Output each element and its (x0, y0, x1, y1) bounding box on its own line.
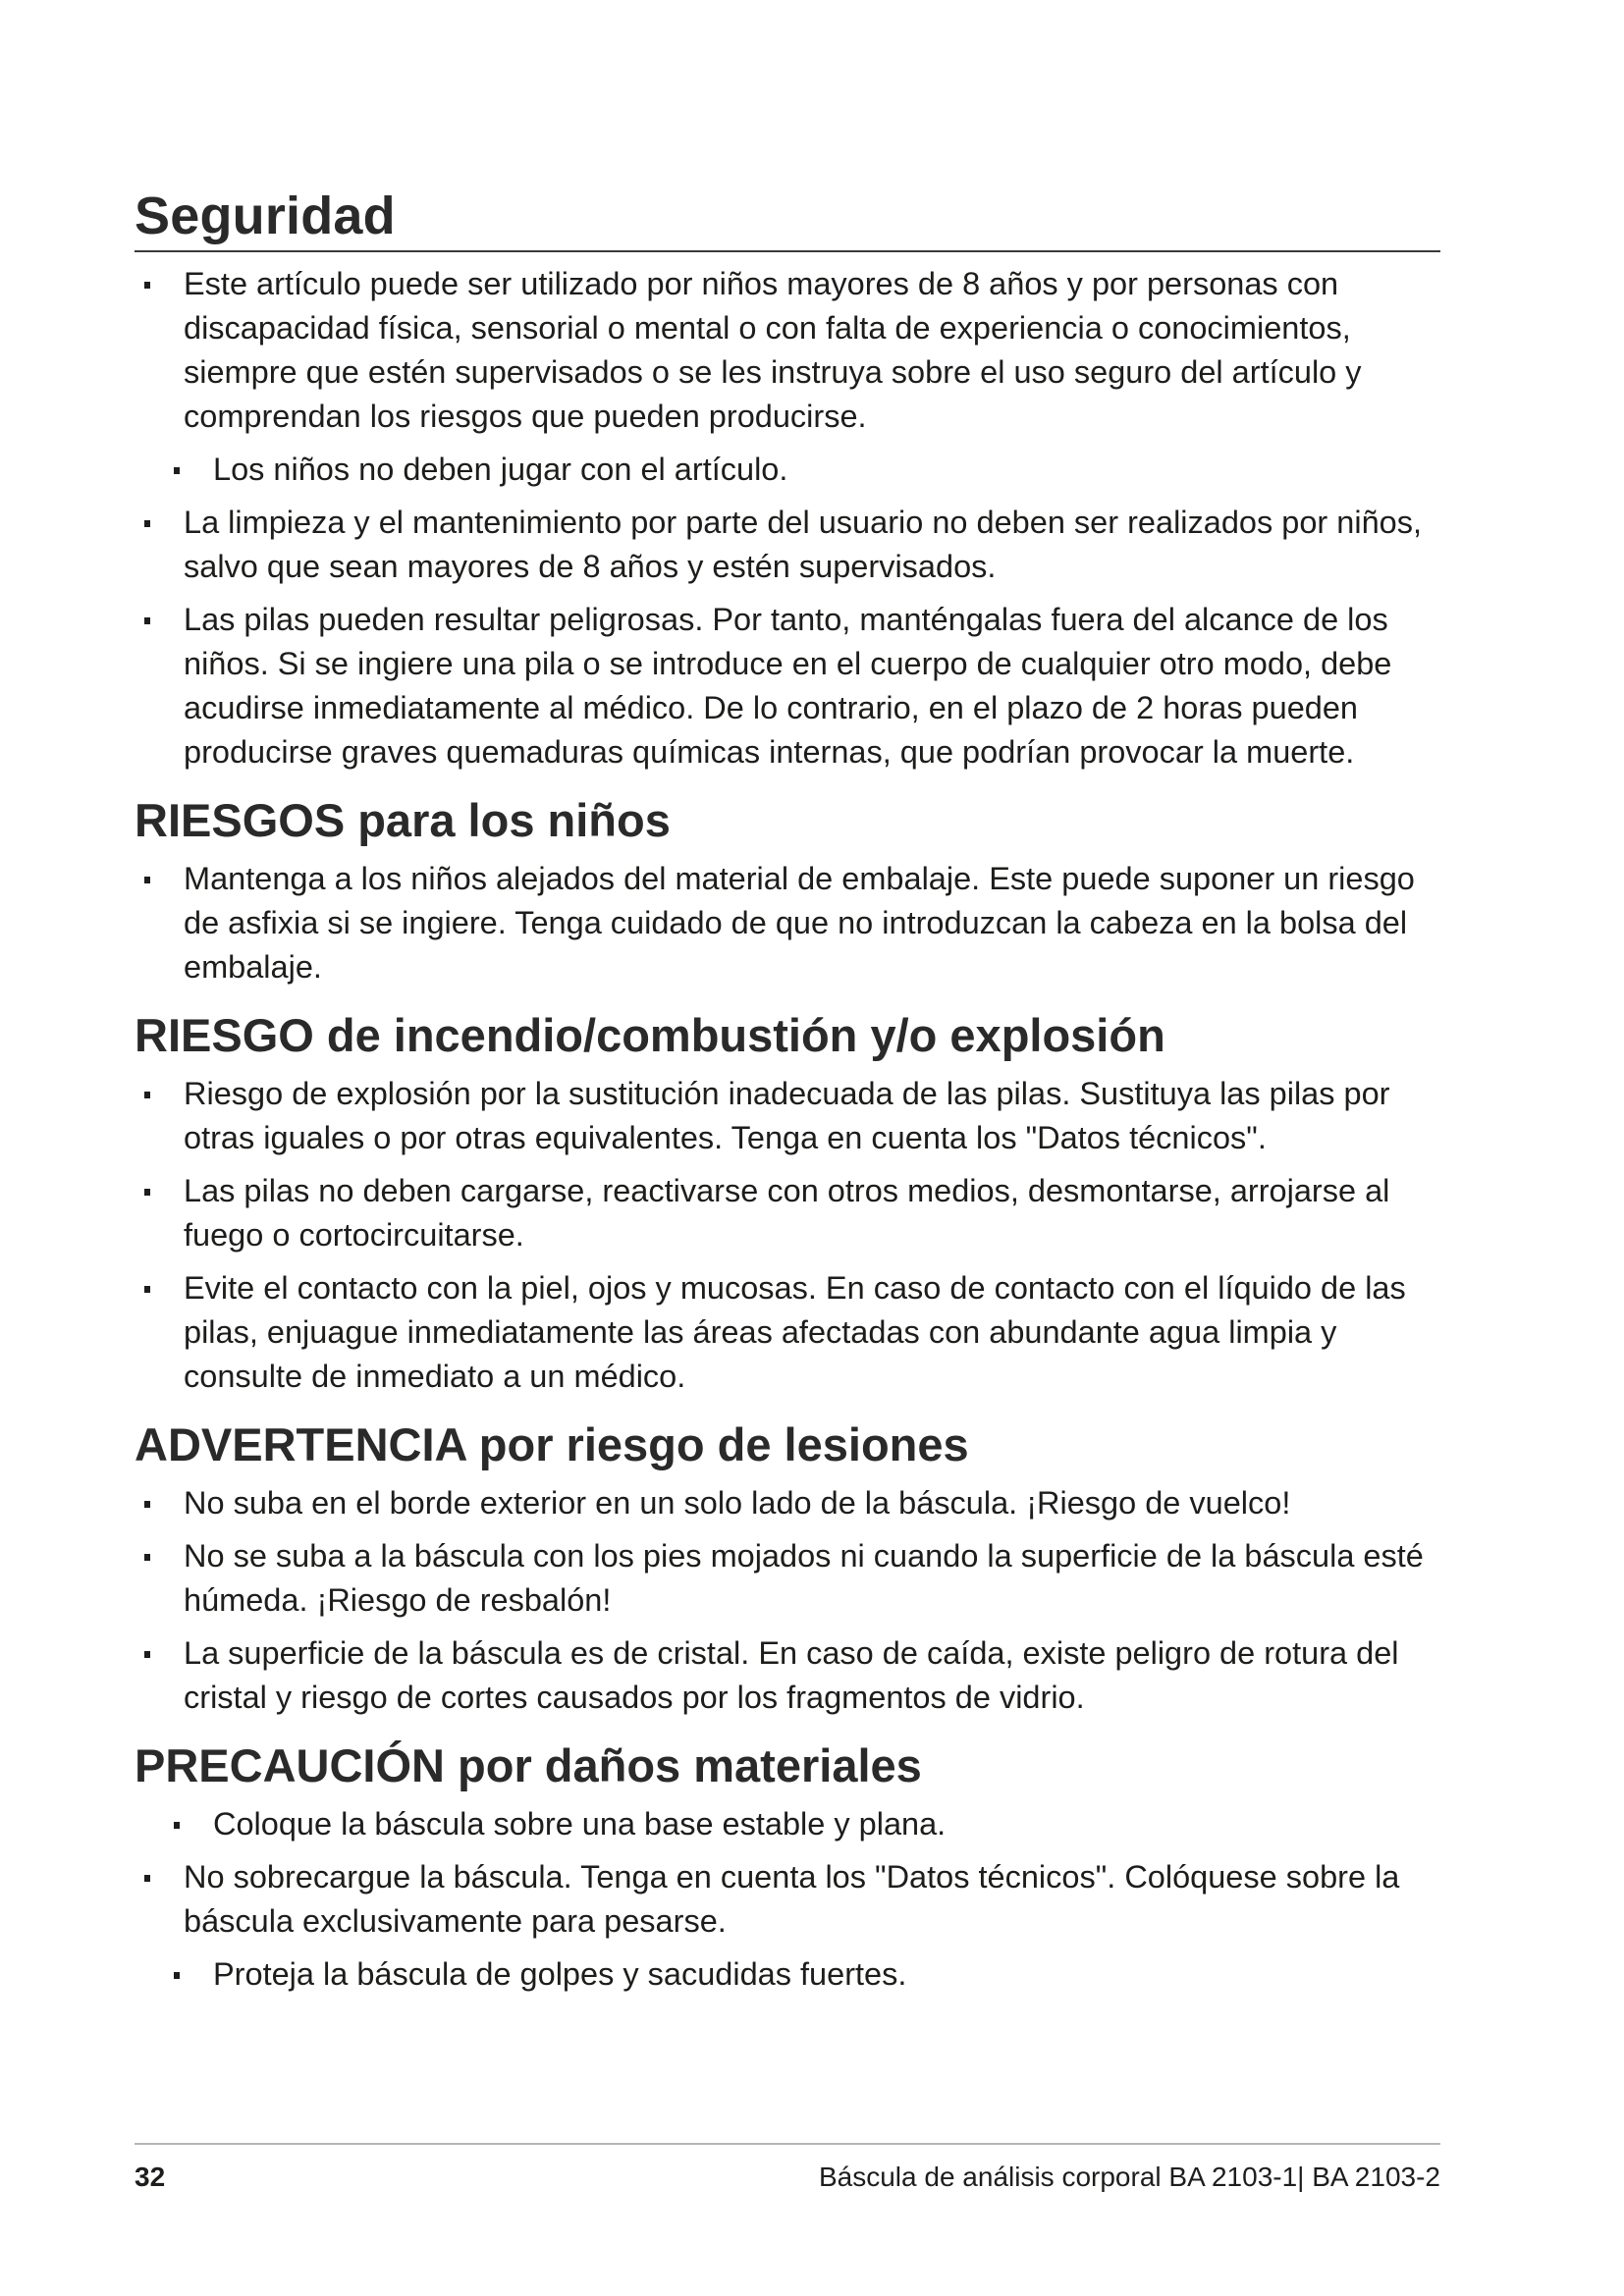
list-item-text: La superficie de la báscula es de cristal. En caso de caída, existe peligro de rotura del cristal y riesgo de cortes causados por los fragmentos de vidrio. (184, 1635, 1399, 1715)
list-item (135, 598, 1440, 774)
bullet-icon (174, 1972, 180, 1979)
list-item (135, 1481, 1440, 1525)
list-item-text: Mantenga a los niños alejados del material de embalaje. Este puede suponer un riesgo de asfixia si se ingiere. Tenga cuidado de que no introduzcan la cabeza en la bolsa del embalaje. (184, 861, 1415, 985)
fire-risk-heading: RIESGO de incendio/combustión y/o explosión (135, 1009, 1165, 1061)
list-item-text: Riesgo de explosión por la sustitución inadecuada de las pilas. Sustituya las pilas por otras iguales o por otras equivalentes. Tenga en cuenta los "Datos técnicos". (184, 1076, 1390, 1155)
bullet-icon (144, 1189, 150, 1196)
footer-divider (135, 2143, 1440, 2145)
bullet-icon (144, 1286, 150, 1293)
page-title: Seguridad (135, 187, 396, 245)
bullet-icon (144, 520, 150, 527)
children-risk-heading: RIESGOS para los niños (135, 794, 671, 846)
bullet-icon (144, 282, 150, 289)
list-item-text: Las pilas no deben cargarse, reactivarse con otros medios, desmontarse, arrojarse al fuego o cortocircuitarse. (184, 1173, 1390, 1253)
list-item (135, 1802, 1440, 1846)
bullet-icon (144, 1092, 150, 1098)
document-title: Báscula de análisis corporal BA 2103-1| BA 2103-2 (818, 2162, 1440, 2192)
list-item (135, 1072, 1440, 1160)
list-item-text: Las pilas pueden resultar peligrosas. Por tanto, manténgalas fuera del alcance de los niños. Si se ingiere una pila o se introduce en el cuerpo de cualquier otro modo, debe acudirse inmediatamente al médico. De lo contrario, en el plazo de 2 horas pueden producirse graves quemaduras químicas internas, que podrían provocar la muerte. (184, 602, 1392, 770)
list-item (135, 448, 1440, 492)
fire-risk-list (135, 1072, 1440, 1399)
list-item-text: La limpieza y el mantenimiento por parte del usuario no deben ser realizados por niños, salvo que sean mayores de 8 años y estén supervisados. (184, 505, 1423, 584)
injury-warning-heading: ADVERTENCIA por riesgo de lesiones (135, 1418, 969, 1470)
list-item (135, 501, 1440, 589)
list-item (135, 1266, 1440, 1399)
list-item-text: Proteja la báscula de golpes y sacudidas fuertes. (213, 1956, 907, 1992)
material-damage-list (135, 1802, 1440, 1997)
general-safety-list (135, 262, 1440, 774)
list-item (135, 1952, 1440, 1997)
bullet-icon (144, 1501, 150, 1508)
bullet-icon (174, 1822, 180, 1829)
list-item-text: No sobrecargue la báscula. Tenga en cuenta los "Datos técnicos". Colóquese sobre la báscula exclusivamente para pesarse. (184, 1859, 1400, 1939)
children-risk-list (135, 857, 1440, 989)
bullet-icon (144, 617, 150, 624)
list-item (135, 262, 1440, 439)
bullet-icon (144, 1651, 150, 1658)
list-item-text: Evite el contacto con la piel, ojos y mucosas. En caso de contacto con el líquido de las pilas, enjuague inmediatamente las áreas afectadas con abundante agua limpia y consulte de inmediato a un médico. (184, 1270, 1406, 1394)
bullet-icon (144, 1554, 150, 1561)
list-item-text: Este artículo puede ser utilizado por niños mayores de 8 años y por personas con discapacidad física, sensorial o mental o con falta de experiencia o conocimientos, siempre que estén supervisados o se les instruya sobre el uso seguro del artículo y comprendan los riesgos que pueden producirse. (184, 266, 1362, 434)
list-item (135, 857, 1440, 989)
bullet-icon (174, 467, 180, 474)
list-item-text: No suba en el borde exterior en un solo lado de la báscula. ¡Riesgo de vuelco! (184, 1485, 1291, 1521)
page-number: 32 (135, 2162, 166, 2192)
bullet-icon (144, 1875, 150, 1882)
list-item (135, 1631, 1440, 1720)
list-item (135, 1855, 1440, 1944)
injury-warning-list (135, 1481, 1440, 1720)
page-content (135, 182, 1440, 2005)
list-item-text: Los niños no deben jugar con el artículo. (213, 452, 788, 487)
list-item-text: Coloque la báscula sobre una base estable y plana. (213, 1806, 947, 1842)
list-item (135, 1169, 1440, 1257)
material-damage-heading: PRECAUCIÓN por daños materiales (135, 1739, 922, 1791)
list-item (135, 1534, 1440, 1623)
title-divider (135, 250, 1440, 252)
bullet-icon (144, 877, 150, 883)
list-item-text: No se suba a la báscula con los pies mojados ni cuando la superficie de la báscula esté húmeda. ¡Riesgo de resbalón! (184, 1538, 1424, 1618)
